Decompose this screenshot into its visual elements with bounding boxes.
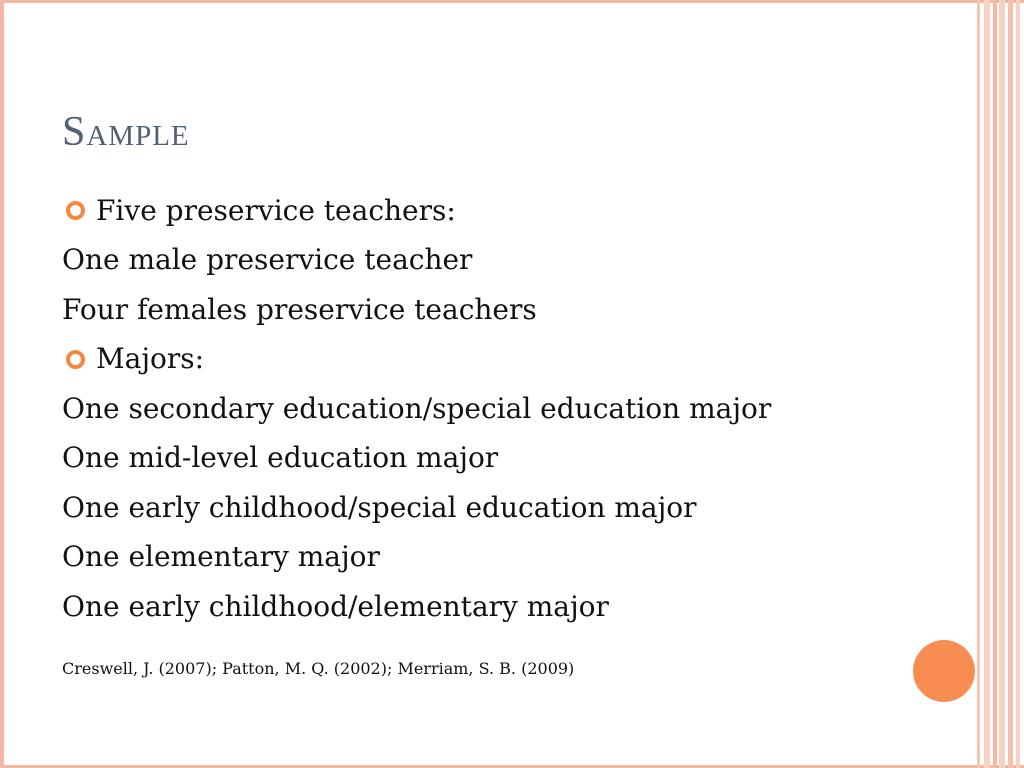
decor-stripe [993,0,997,768]
slide-content [62,186,942,632]
list-item-text: One early childhood/special education major [62,490,697,524]
decor-circle [913,640,975,702]
list-item-text: One early childhood/elementary major [62,589,609,623]
decor-stripe [1016,0,1020,768]
list-item-text: One mid-level education major [62,441,499,475]
bullet-icon [66,350,85,369]
list-item [62,236,942,286]
list-item-text: Five preservice teachers: [96,193,456,227]
decor-stripe [984,0,990,768]
decor-stripe [1008,0,1013,768]
decor-stripe [977,0,980,768]
list-item [62,533,942,583]
list-item [62,335,942,385]
list-item [62,582,942,632]
frame-left-border [0,0,4,768]
list-item-text: Majors: [96,342,205,376]
bullet-icon [66,201,85,220]
list-item [62,434,942,484]
frame-top-border [0,0,1024,3]
list-item-text: One male preservice teacher [62,243,473,277]
slide-title: Sample [62,109,190,155]
list-item [62,186,942,236]
list-item [62,483,942,533]
list-item-text: One secondary education/special education major [62,391,772,425]
list-item [62,285,942,335]
references: Creswell, J. (2007); Patton, M. Q. (2002); Merriam, S. B. (2009) [62,659,575,678]
list-item [62,384,942,434]
list-item-text: Four females preservice teachers [62,292,537,326]
decor-stripe [999,0,1005,768]
list-item-text: One elementary major [62,540,380,574]
